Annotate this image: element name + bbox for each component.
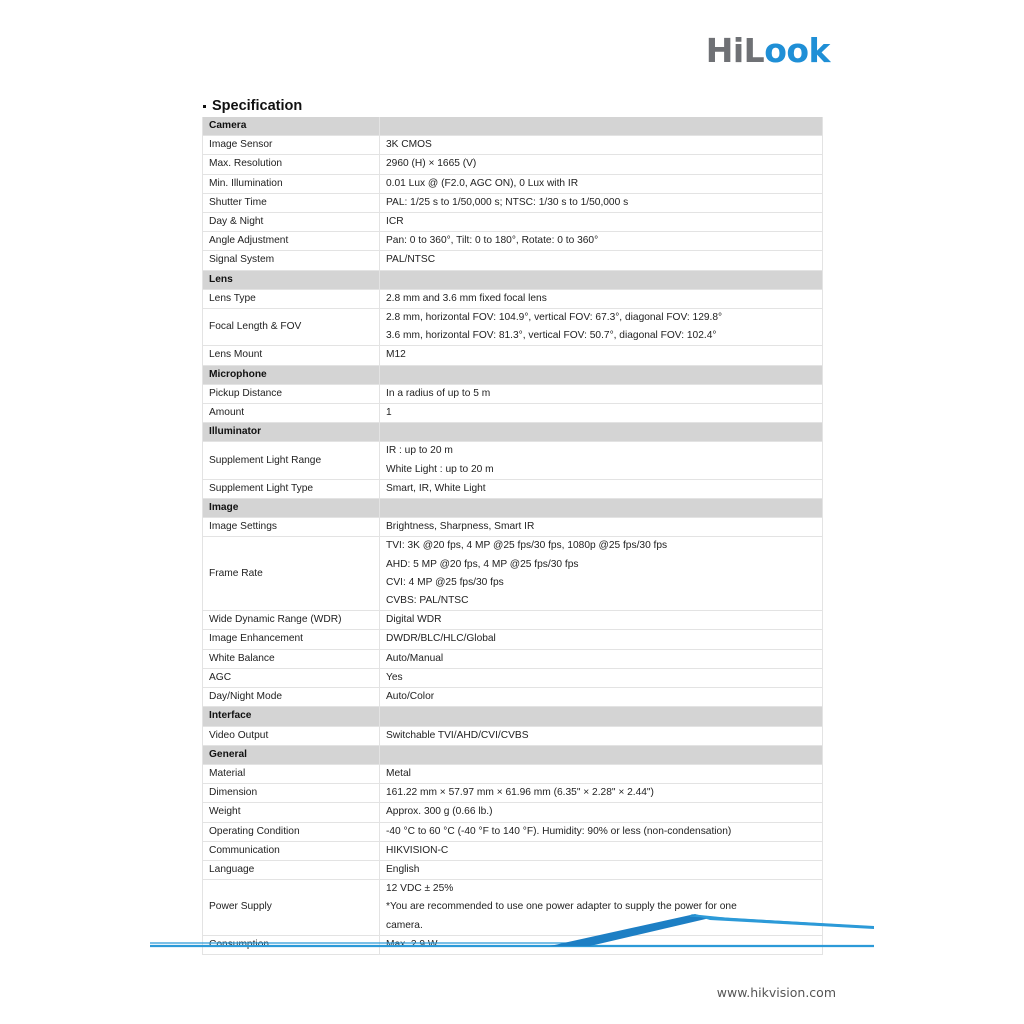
spec-value-line: Smart, IR, White Light [386,482,486,494]
spec-label: Material [203,764,380,783]
section-header-fill [380,499,823,518]
spec-value-line: ICR [386,216,404,228]
spec-value-line: M12 [386,349,406,361]
spec-table [202,117,823,955]
spec-value-line: HIKVISION-C [386,844,449,856]
spec-value-line: Digital WDR [386,614,442,626]
spec-value [380,213,823,232]
spec-label: Wide Dynamic Range (WDR) [203,611,380,630]
table-row [203,193,823,212]
spec-value [380,479,823,498]
spec-value-line: *You are recommended to use one power adapter to supply the power for one [386,901,737,913]
spec-label: Shutter Time [203,193,380,212]
table-row [203,764,823,783]
spec-label: Day/Night Mode [203,688,380,707]
spec-value-line: PAL/NTSC [386,254,436,266]
spec-value-line: Switchable TVI/AHD/CVI/CVBS [386,729,529,741]
spec-label: Lens Mount [203,346,380,365]
spec-value-line: Max. 2.9 W [386,938,438,950]
spec-value [380,518,823,537]
spec-label: Dimension [203,784,380,803]
spec-value-line: PAL: 1/25 s to 1/50,000 s; NTSC: 1/30 s to 1/50,000 s [386,196,629,208]
spec-value-line: Brightness, Sharpness, Smart IR [386,521,535,533]
table-row [203,155,823,174]
table-row [203,518,823,537]
spec-value-line: In a radius of up to 5 m [386,387,491,399]
spec-label: Supplement Light Type [203,479,380,498]
spec-value [380,346,823,365]
spec-value-line: 2960 (H) × 1665 (V) [386,158,477,170]
spec-label: Pickup Distance [203,384,380,403]
logo-text-l: L [743,31,765,70]
section-title: Image [203,499,380,518]
spec-value [380,784,823,803]
table-row [203,346,823,365]
table-row [203,289,823,308]
hilook-logo [705,31,830,70]
table-row [203,251,823,270]
spec-label: Frame Rate [203,537,380,611]
spec-value-line: 2.8 mm, horizontal FOV: 104.9°, vertical FOV: 67.3°, diagonal FOV: 129.8° [386,312,723,324]
spec-page [150,0,874,1024]
spec-label: Supplement Light Range [203,442,380,479]
spec-label: Video Output [203,726,380,745]
spec-value-line: CVI: 4 MP @25 fps/30 fps [386,576,504,588]
spec-value [380,404,823,423]
spec-value-line: Metal [386,767,411,779]
section-header-fill [380,365,823,384]
spec-label: Day & Night [203,213,380,232]
section-header-fill [380,270,823,289]
spec-label: Focal Length & FOV [203,309,380,346]
spec-label: Max. Resolution [203,155,380,174]
table-row [203,479,823,498]
spec-value-line: White Light : up to 20 m [386,463,494,475]
section-header-fill [380,117,823,136]
table-row [203,784,823,803]
footer-wave-decoration [150,900,874,960]
section-header-lens [203,270,823,289]
spec-value-line: TVI: 3K @20 fps, 4 MP @25 fps/30 fps, 1080p @25 fps/30 fps [386,540,668,552]
table-row [203,232,823,251]
spec-label: Image Sensor [203,136,380,155]
section-header-illuminator [203,423,823,442]
spec-label: Weight [203,803,380,822]
logo-text-hi: Hi [705,31,744,70]
spec-value-line: Approx. 300 g (0.66 lb.) [386,806,493,818]
spec-value [380,442,823,479]
spec-value-line: 161.22 mm × 57.97 mm × 61.96 mm (6.35" × 2.28" × 2.44") [386,787,654,799]
table-row [203,803,823,822]
spec-value-line: CVBS: PAL/NTSC [386,595,469,607]
heading-text: Specification [212,98,303,114]
spec-label: Lens Type [203,289,380,308]
spec-label: Operating Condition [203,822,380,841]
spec-value [380,251,823,270]
spec-value [380,537,823,611]
table-row [203,174,823,193]
table-row [203,136,823,155]
table-row [203,860,823,879]
table-row [203,537,823,611]
spec-value-line: 3.6 mm, horizontal FOV: 81.3°, vertical FOV: 50.7°, diagonal FOV: 102.4° [386,330,717,342]
section-header-interface [203,707,823,726]
table-row [203,841,823,860]
spec-value [380,764,823,783]
spec-value [380,174,823,193]
spec-value [380,822,823,841]
spec-label: Signal System [203,251,380,270]
table-row [203,668,823,687]
spec-value-line: 0.01 Lux @ (F2.0, AGC ON), 0 Lux with IR [386,177,579,189]
spec-value [380,155,823,174]
table-row [203,384,823,403]
spec-label: Language [203,860,380,879]
bullet-icon [203,105,206,108]
table-row [203,822,823,841]
spec-value [380,611,823,630]
spec-label: Communication [203,841,380,860]
spec-value [380,649,823,668]
spec-value-line: AHD: 5 MP @20 fps, 4 MP @25 fps/30 fps [386,558,579,570]
section-header-fill [380,707,823,726]
table-row [203,649,823,668]
spec-value-line: 3K CMOS [386,139,432,151]
section-title: Lens [203,270,380,289]
spec-label: Image Settings [203,518,380,537]
spec-value-line: IR : up to 20 m [386,445,453,457]
section-header-general [203,745,823,764]
table-row [203,688,823,707]
spec-value-line: Auto/Color [386,691,435,703]
spec-value [380,630,823,649]
section-header-camera [203,117,823,136]
spec-label: Power Supply [203,880,380,936]
table-row [203,611,823,630]
footer-url[interactable]: www.hikvision.com [716,985,836,1000]
section-title: Illuminator [203,423,380,442]
section-title: Microphone [203,365,380,384]
spec-value [380,688,823,707]
spec-value-line: English [386,863,420,875]
spec-label: Consumption [203,935,380,954]
section-header-fill [380,423,823,442]
spec-label: Image Enhancement [203,630,380,649]
table-row [203,404,823,423]
spec-label: White Balance [203,649,380,668]
spec-value-line: 2.8 mm and 3.6 mm fixed focal lens [386,292,547,304]
spec-value [380,860,823,879]
section-title: General [203,745,380,764]
spec-value-line: DWDR/BLC/HLC/Global [386,633,496,645]
table-row [203,726,823,745]
section-header-microphone [203,365,823,384]
spec-value [380,289,823,308]
table-row [203,442,823,479]
spec-value [380,726,823,745]
spec-value-line: camera. [386,919,423,931]
spec-label: Amount [203,404,380,423]
spec-value [380,193,823,212]
spec-value [380,136,823,155]
spec-value [380,841,823,860]
spec-label: Angle Adjustment [203,232,380,251]
spec-value [380,232,823,251]
spec-value [380,384,823,403]
spec-value [380,309,823,346]
section-title: Camera [203,117,380,136]
table-row [203,630,823,649]
spec-value-line: 1 [386,407,392,419]
spec-value-line: Pan: 0 to 360°, Tilt: 0 to 180°, Rotate: 0 to 360° [386,235,599,247]
section-header-image [203,499,823,518]
table-row [203,213,823,232]
spec-value-line: 12 VDC ± 25% [386,883,454,895]
specification-heading [203,98,302,114]
spec-label: AGC [203,668,380,687]
table-row [203,309,823,346]
section-header-fill [380,745,823,764]
section-title: Interface [203,707,380,726]
spec-value-line: Auto/Manual [386,652,444,664]
spec-value [380,803,823,822]
logo-text-ook: ook [764,31,830,70]
spec-value [380,668,823,687]
spec-value-line: Yes [386,671,403,683]
spec-value-line: -40 °C to 60 °C (-40 °F to 140 °F). Humidity: 90% or less (non-condensation) [386,825,732,837]
spec-label: Min. Illumination [203,174,380,193]
